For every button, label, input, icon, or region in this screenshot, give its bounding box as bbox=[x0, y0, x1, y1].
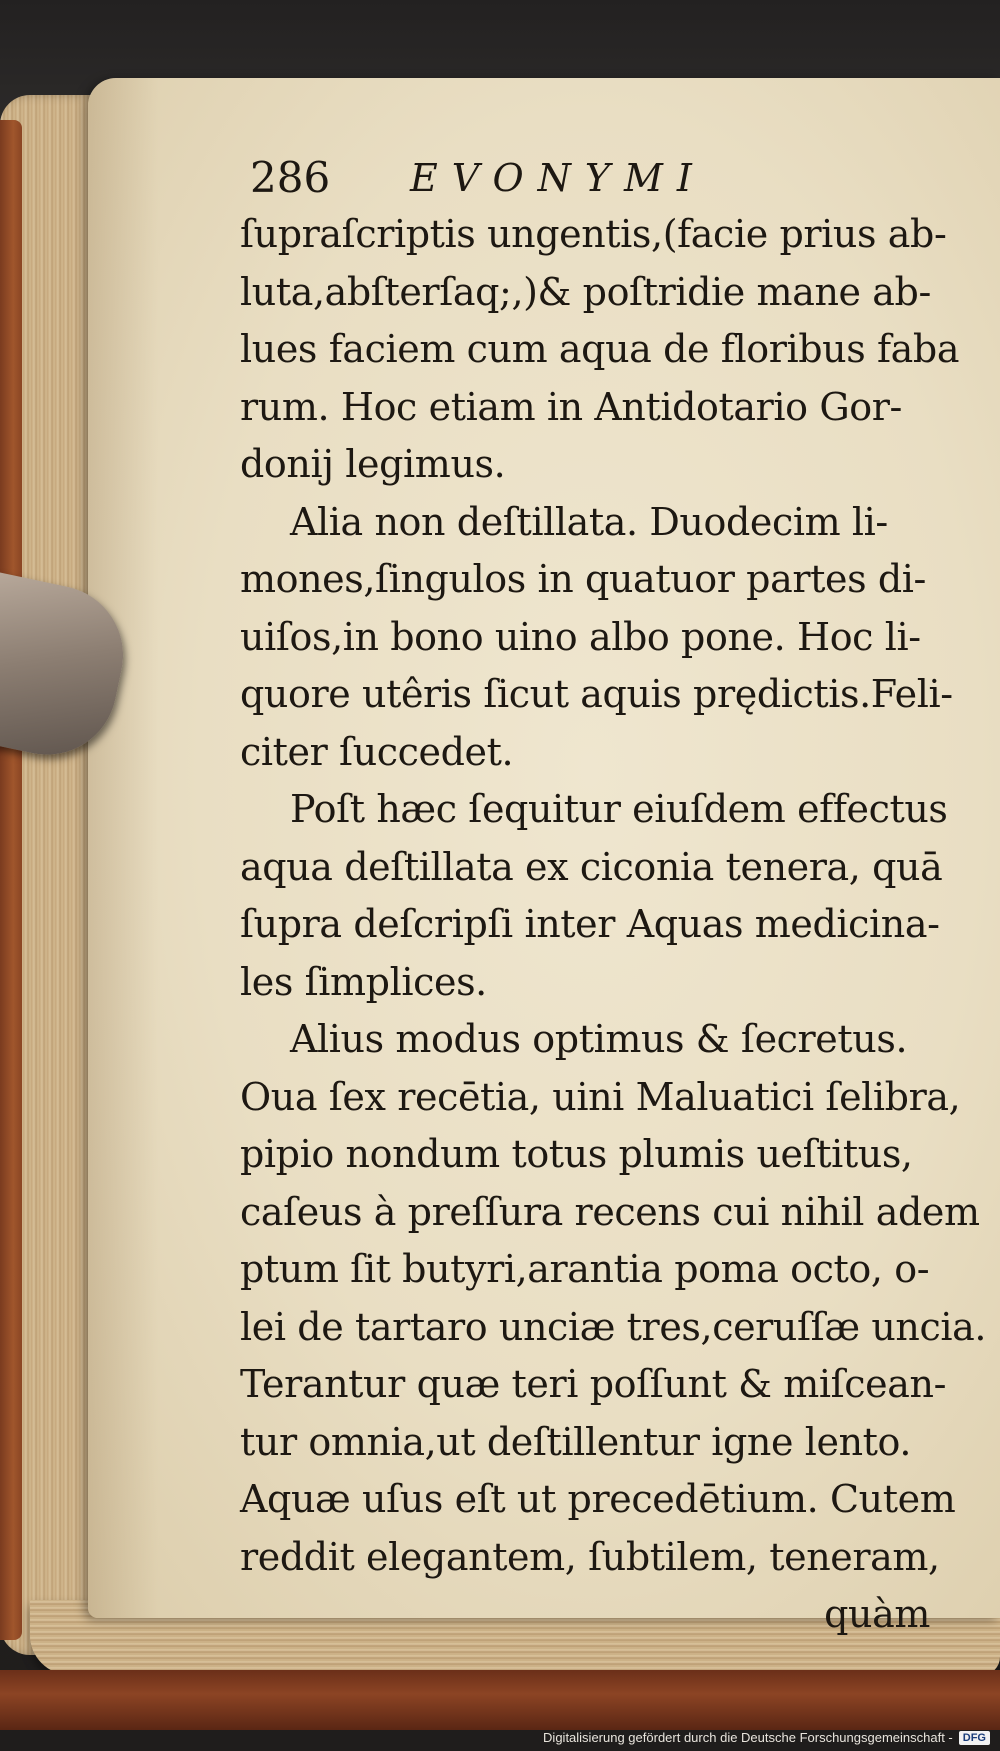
text-line: quore utêris ſicut aquis prędictis.Feli- bbox=[240, 672, 953, 716]
book-cover-left bbox=[0, 120, 22, 1640]
running-title: EVONYMI bbox=[410, 156, 706, 200]
page-number: 286 bbox=[250, 153, 331, 202]
text-line: Aquæ uſus eſt ut precedētium. Cutem bbox=[240, 1477, 956, 1521]
text-line: citer ſuccedet. bbox=[240, 729, 514, 774]
text-line: Alius modus optimus & ſecretus. bbox=[290, 1017, 908, 1061]
text-line: uiſos,in bono uino albo pone. Hoc li- bbox=[240, 614, 921, 659]
text-line: lues faciem cum aqua de floribus faba bbox=[240, 327, 960, 371]
text-line: ſupra deſcripſi inter Aquas medicina- bbox=[240, 902, 940, 946]
text-line: ſupraſcriptis ungentis,(facie prius ab- bbox=[240, 212, 947, 256]
text-line: les ſimplices. bbox=[240, 959, 487, 1004]
text-line: Oua ſex recētia, uini Maluatici ſelibra, bbox=[240, 1074, 961, 1119]
text-line: pipio nondum totus plumis ueſtitus, bbox=[240, 1132, 913, 1176]
text-line: mones,ſingulos in quatuor partes di- bbox=[240, 557, 926, 601]
credit-text: Digitalisierung gefördert durch die Deutsche Forschungsgemeinschaft - bbox=[543, 1730, 953, 1745]
text-line: lei de tartaro unciæ tres,ceruſſæ uncia. bbox=[240, 1304, 987, 1349]
text-line: rum. Hoc etiam in Antidotario Gor- bbox=[240, 384, 902, 429]
text-line: caſeus à preſſura recens cui nihil adem bbox=[240, 1189, 980, 1234]
text-line: luta,abſterſaq;,)& poſtridie mane ab- bbox=[240, 269, 931, 314]
text-line: aqua deſtillata ex ciconia tenera, quā bbox=[240, 844, 943, 889]
text-line: reddit elegantem, ſubtilem, teneram, bbox=[240, 1534, 940, 1579]
page-text-block bbox=[240, 150, 987, 1644]
text-line: Poſt hæc ſequitur eiuſdem effectus bbox=[290, 787, 948, 831]
digitization-credit bbox=[543, 1730, 990, 1745]
running-head bbox=[240, 150, 930, 206]
dfg-logo: DFG bbox=[959, 1731, 990, 1745]
text-line: donij legimus. bbox=[240, 442, 506, 486]
text-line: Terantur quæ teri poſſunt & miſcean- bbox=[240, 1362, 947, 1406]
text-line: Alia non deſtillata. Duodecim li- bbox=[290, 499, 888, 544]
text-line: tur omnia,ut deſtillentur igne lento. bbox=[240, 1419, 912, 1464]
catchword: quàm bbox=[824, 1592, 930, 1636]
book-cover-bottom bbox=[0, 1670, 1000, 1730]
text-line: ptum ſit butyri,arantia poma octo, o- bbox=[240, 1247, 930, 1291]
